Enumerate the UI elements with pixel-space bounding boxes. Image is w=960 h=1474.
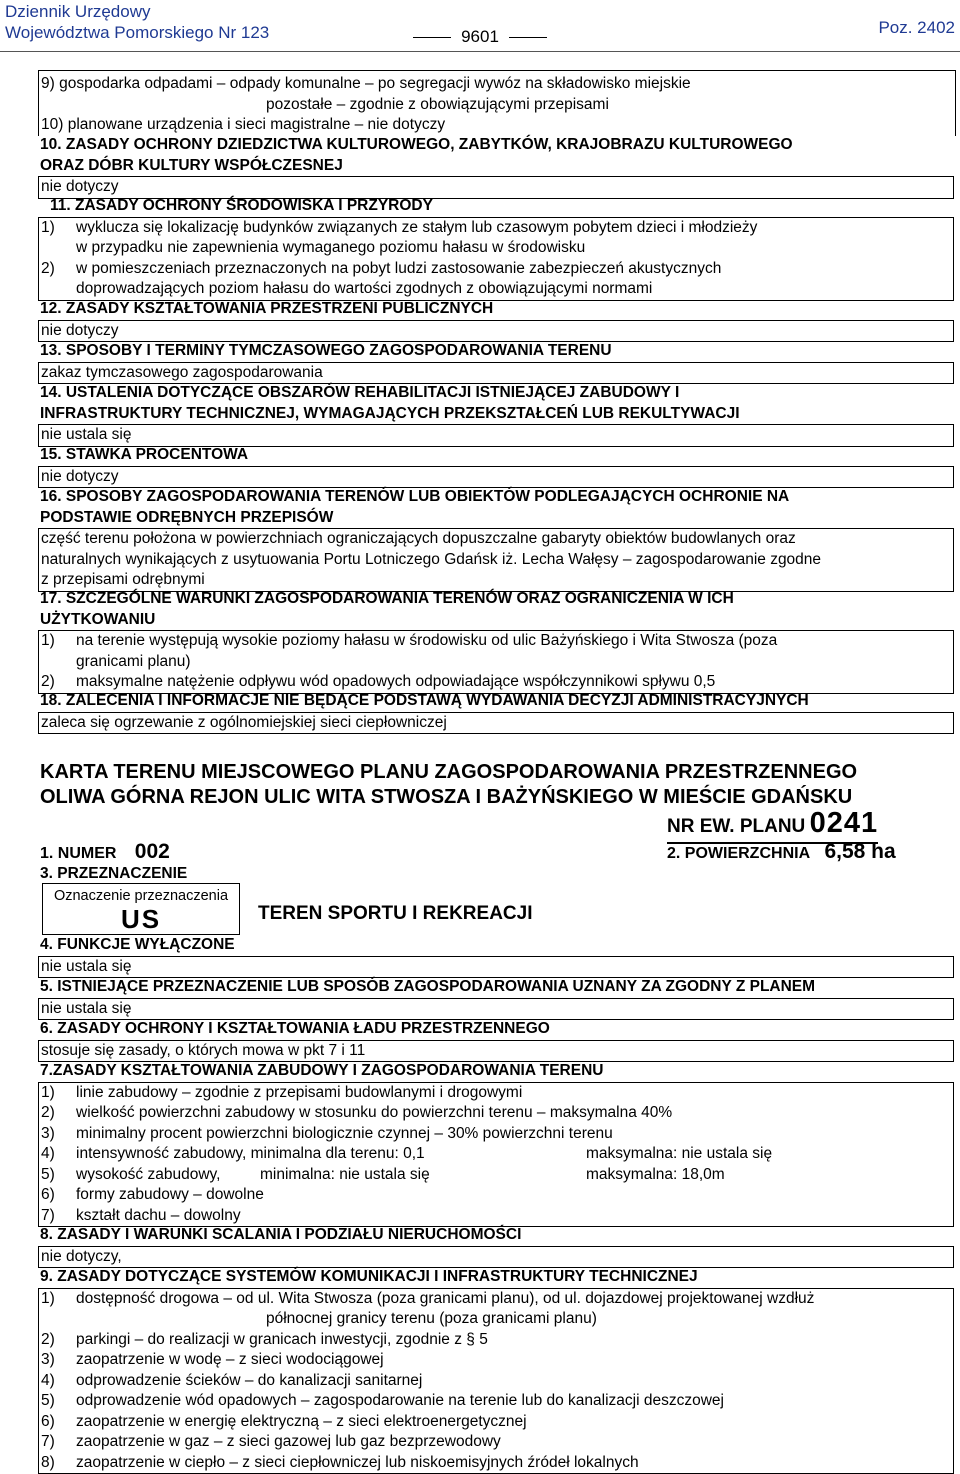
field-number: 1. NUMER 002	[40, 840, 170, 866]
header-rule	[0, 51, 960, 52]
section-heading: INFRASTRUKTURY TECHNICZNEJ, WYMAGAJĄCYCH PRZEKSZTAŁCEŃ LUB REKULTYWACJI	[38, 404, 954, 425]
list-item: 1) na terenie występują wysokie poziomy hałasu w środowisku od ulic Bażyńskiego i Wita Stwosza (poza granicami planu)	[39, 631, 953, 672]
list-item: 1) dostępność drogowa – od ul. Wita Stwosza (poza granicami planu), od ul. dojazdowej projektowanej wzdłuż północnej granicy terenu (poza granicami planu)	[39, 1289, 953, 1330]
section-c9	[38, 1267, 954, 1474]
section-c8	[38, 1225, 954, 1268]
section-11	[38, 196, 954, 301]
list-item: 1) linie zabudowy – zgodnie z przepisami budowlanymi i drogowymi	[39, 1083, 953, 1104]
list-item: 7) zaopatrzenie w gaz – z sieci gazowej lub gaz bezprzewodowy	[39, 1432, 953, 1453]
plan-number: NR EW. PLANU 0241	[667, 809, 878, 844]
list-item: 7) kształt dachu – dowolny	[39, 1206, 953, 1227]
section-heading: 8. ZASADY I WARUNKI SCALANIA I PODZIAŁU NIERUCHOMOŚCI	[38, 1225, 954, 1246]
page-number: 9601	[0, 26, 960, 47]
list-item: 6) formy zabudowy – dowolne	[39, 1185, 953, 1206]
section-body: zaleca się ogrzewanie z ogólnomiejskiej sieci ciepłowniczej	[38, 712, 954, 735]
list-item: 8) zaopatrzenie w ciepło – z sieci ciepłowniczej lub niskoemisyjnych źródeł lokalnych	[39, 1453, 953, 1474]
section-body: nie dotyczy,	[38, 1246, 954, 1269]
continuation-block: 9) gospodarka odpadami – odpady komunalne – po segregacji wywóz na składowisko miejskie pozostałe – zgodnie z obowiązującymi przepisami 10) planowane urządzenia i sieci magistralne – nie dotyczy	[38, 70, 956, 136]
list-item: 4) odprowadzenie ścieków – do kanalizacji sanitarnej	[39, 1371, 953, 1392]
list-item: 2) wielkość powierzchni zabudowy w stosunku do powierzchni terenu – maksymalna 40%	[39, 1103, 953, 1124]
list-item: 2) w pomieszczeniach przeznaczonych na pobyt ludzi zastosowanie zabezpieczeń akustycznych doprowadzających poziom hałasu do wartości zgodnych z obowiązującymi normami	[39, 259, 953, 300]
list-item: 1) wyklucza się lokalizację budynków związanych ze stałym lub czasowym pobytem dzieci i młodzieży w przypadku nie zapewnienia wymaganego poziomu hałasu w środowisku	[39, 218, 953, 259]
section-heading: 12. ZASADY KSZTAŁTOWANIA PRZESTRZENI PUBLICZNYCH	[38, 299, 954, 320]
journal-title: Dziennik Urzędowy Województwa Pomorskiego Nr 123	[5, 1, 269, 43]
section-heading: 18. ZALECENIA I INFORMACJE NIE BĘDĄCE PODSTAWĄ WYDAWANIA DECYZJI ADMINISTRACYJNYCH	[38, 691, 954, 712]
section-body	[38, 1288, 954, 1474]
section-body: nie dotyczy	[38, 466, 954, 489]
section-heading: 10. ZASADY OCHRONY DZIEDZICTWA KULTUROWEGO, ZABYTKÓW, KRAJOBRAZU KULTUROWEGO	[38, 135, 954, 156]
list-item: 6) zaopatrzenie w energię elektryczną – z sieci elektroenergetycznej	[39, 1412, 953, 1433]
field-area: 2. POWIERZCHNIA 6,58 ha	[667, 840, 896, 866]
section-heading: PODSTAWIE ODRĘBNYCH PRZEPISÓW	[38, 508, 954, 529]
section-c4	[38, 935, 954, 978]
section-body: zakaz tymczasowego zagospodarowania	[38, 362, 954, 385]
section-10	[38, 135, 954, 199]
section-body: nie ustala się	[38, 956, 954, 979]
section-c5	[38, 977, 954, 1020]
section-3-purpose	[38, 864, 954, 885]
section-heading: 7.ZASADY KSZTAŁTOWANIA ZABUDOWY I ZAGOSPODAROWANIA TERENU	[38, 1061, 954, 1082]
list-item: 3) minimalny procent powierzchni biologicznie czynnej – 30% powierzchni terenu	[39, 1124, 953, 1145]
section-17	[38, 589, 954, 694]
list-item: 5) odprowadzenie wód opadowych – zagospodarowanie na terenie lub do kanalizacji deszczowej	[39, 1391, 953, 1412]
section-c7	[38, 1061, 954, 1227]
list-item: 5) wysokość zabudowy, minimalna: nie ustala się maksymalna: 18,0m	[39, 1165, 953, 1186]
section-12	[38, 299, 954, 342]
section-heading: 17. SZCZEGÓLNE WARUNKI ZAGOSPODAROWANIA TERENÓW ORAZ OGRANICZENIA W ICH	[38, 589, 954, 610]
section-body	[38, 217, 954, 301]
section-16	[38, 487, 954, 592]
section-heading: 13. SPOSOBY I TERMINY TYMCZASOWEGO ZAGOSPODAROWANIA TERENU	[38, 341, 954, 362]
section-heading: 16. SPOSOBY ZAGOSPODAROWANIA TERENÓW LUB OBIEKTÓW PODLEGAJĄCYCH OCHRONIE NA	[38, 487, 954, 508]
section-heading: UŻYTKOWANIU	[38, 610, 954, 631]
section-15	[38, 445, 954, 488]
section-body: nie dotyczy	[38, 320, 954, 343]
section-body: stosuje się zasady, o których mowa w pkt 7 i 11	[38, 1040, 954, 1063]
section-14	[38, 383, 954, 447]
section-heading: 9. ZASADY DOTYCZĄCE SYSTEMÓW KOMUNIKACJI I INFRASTRUKTURY TECHNICZNEJ	[38, 1267, 954, 1288]
section-heading: 4. FUNKCJE WYŁĄCZONE	[38, 935, 954, 956]
section-13	[38, 341, 954, 384]
section-body	[38, 630, 954, 694]
section-heading: 3. PRZEZNACZENIE	[38, 864, 954, 885]
card-title: KARTA TERENU MIEJSCOWEGO PLANU ZAGOSPODAROWANIA PRZESTRZENNEGO	[40, 760, 857, 784]
list-item: 2) maksymalne natężenie odpływu wód opadowych odpowiadające współczynnikowi spływu 0,5	[39, 672, 953, 693]
section-heading: 5. ISTNIEJĄCE PRZEZNACZENIE LUB SPOSÓB ZAGOSPODAROWANIA UZNANY ZA ZGODNY Z PLANEM	[38, 977, 954, 998]
section-heading: 11. ZASADY OCHRONY ŚRODOWISKA I PRZYRODY	[38, 196, 954, 217]
list-item: 4) intensywność zabudowy, minimalna dla terenu: 0,1 maksymalna: nie ustala się	[39, 1144, 953, 1165]
section-c6	[38, 1019, 954, 1062]
section-body: nie dotyczy	[38, 176, 954, 199]
section-body: nie ustala się	[38, 424, 954, 447]
section-heading: 14. USTALENIA DOTYCZĄCE OBSZARÓW REHABILITACJI ISTNIEJĄCEJ ZABUDOWY I	[38, 383, 954, 404]
position-number: Poz. 2402	[878, 18, 955, 39]
section-heading: 6. ZASADY OCHRONY I KSZTAŁTOWANIA ŁADU PRZESTRZENNEGO	[38, 1019, 954, 1040]
section-heading: 15. STAWKA PROCENTOWA	[38, 445, 954, 466]
list-item: 3) zaopatrzenie w wodę – z sieci wodociągowej	[39, 1350, 953, 1371]
card-subtitle: OLIWA GÓRNA REJON ULIC WITA STWOSZA I BAŻYŃSKIEGO W MIEŚCIE GDAŃSKU	[40, 785, 852, 809]
list-item: 2) parkingi – do realizacji w granicach inwestycji, zgodnie z § 5	[39, 1330, 953, 1351]
designation-name: TEREN SPORTU I REKREACJI	[258, 902, 532, 926]
section-heading: ORAZ DÓBR KULTURY WSPÓŁCZESNEJ	[38, 156, 954, 177]
section-18	[38, 691, 954, 734]
section-body	[38, 1082, 954, 1228]
section-body: nie ustala się	[38, 998, 954, 1021]
page-header	[0, 0, 960, 52]
designation-box: Oznaczenie przeznaczenia US	[42, 883, 240, 935]
section-body: część terenu położona w powierzchniach ograniczających dopuszczalne gabaryty obiektów budowlanych oraz naturalnych wynikających z usytuowania Portu Lotniczego Gdańsk iż. Lecha Wałęsy – zagospodarowanie zgodne z przepisami odrębnymi	[38, 528, 954, 592]
